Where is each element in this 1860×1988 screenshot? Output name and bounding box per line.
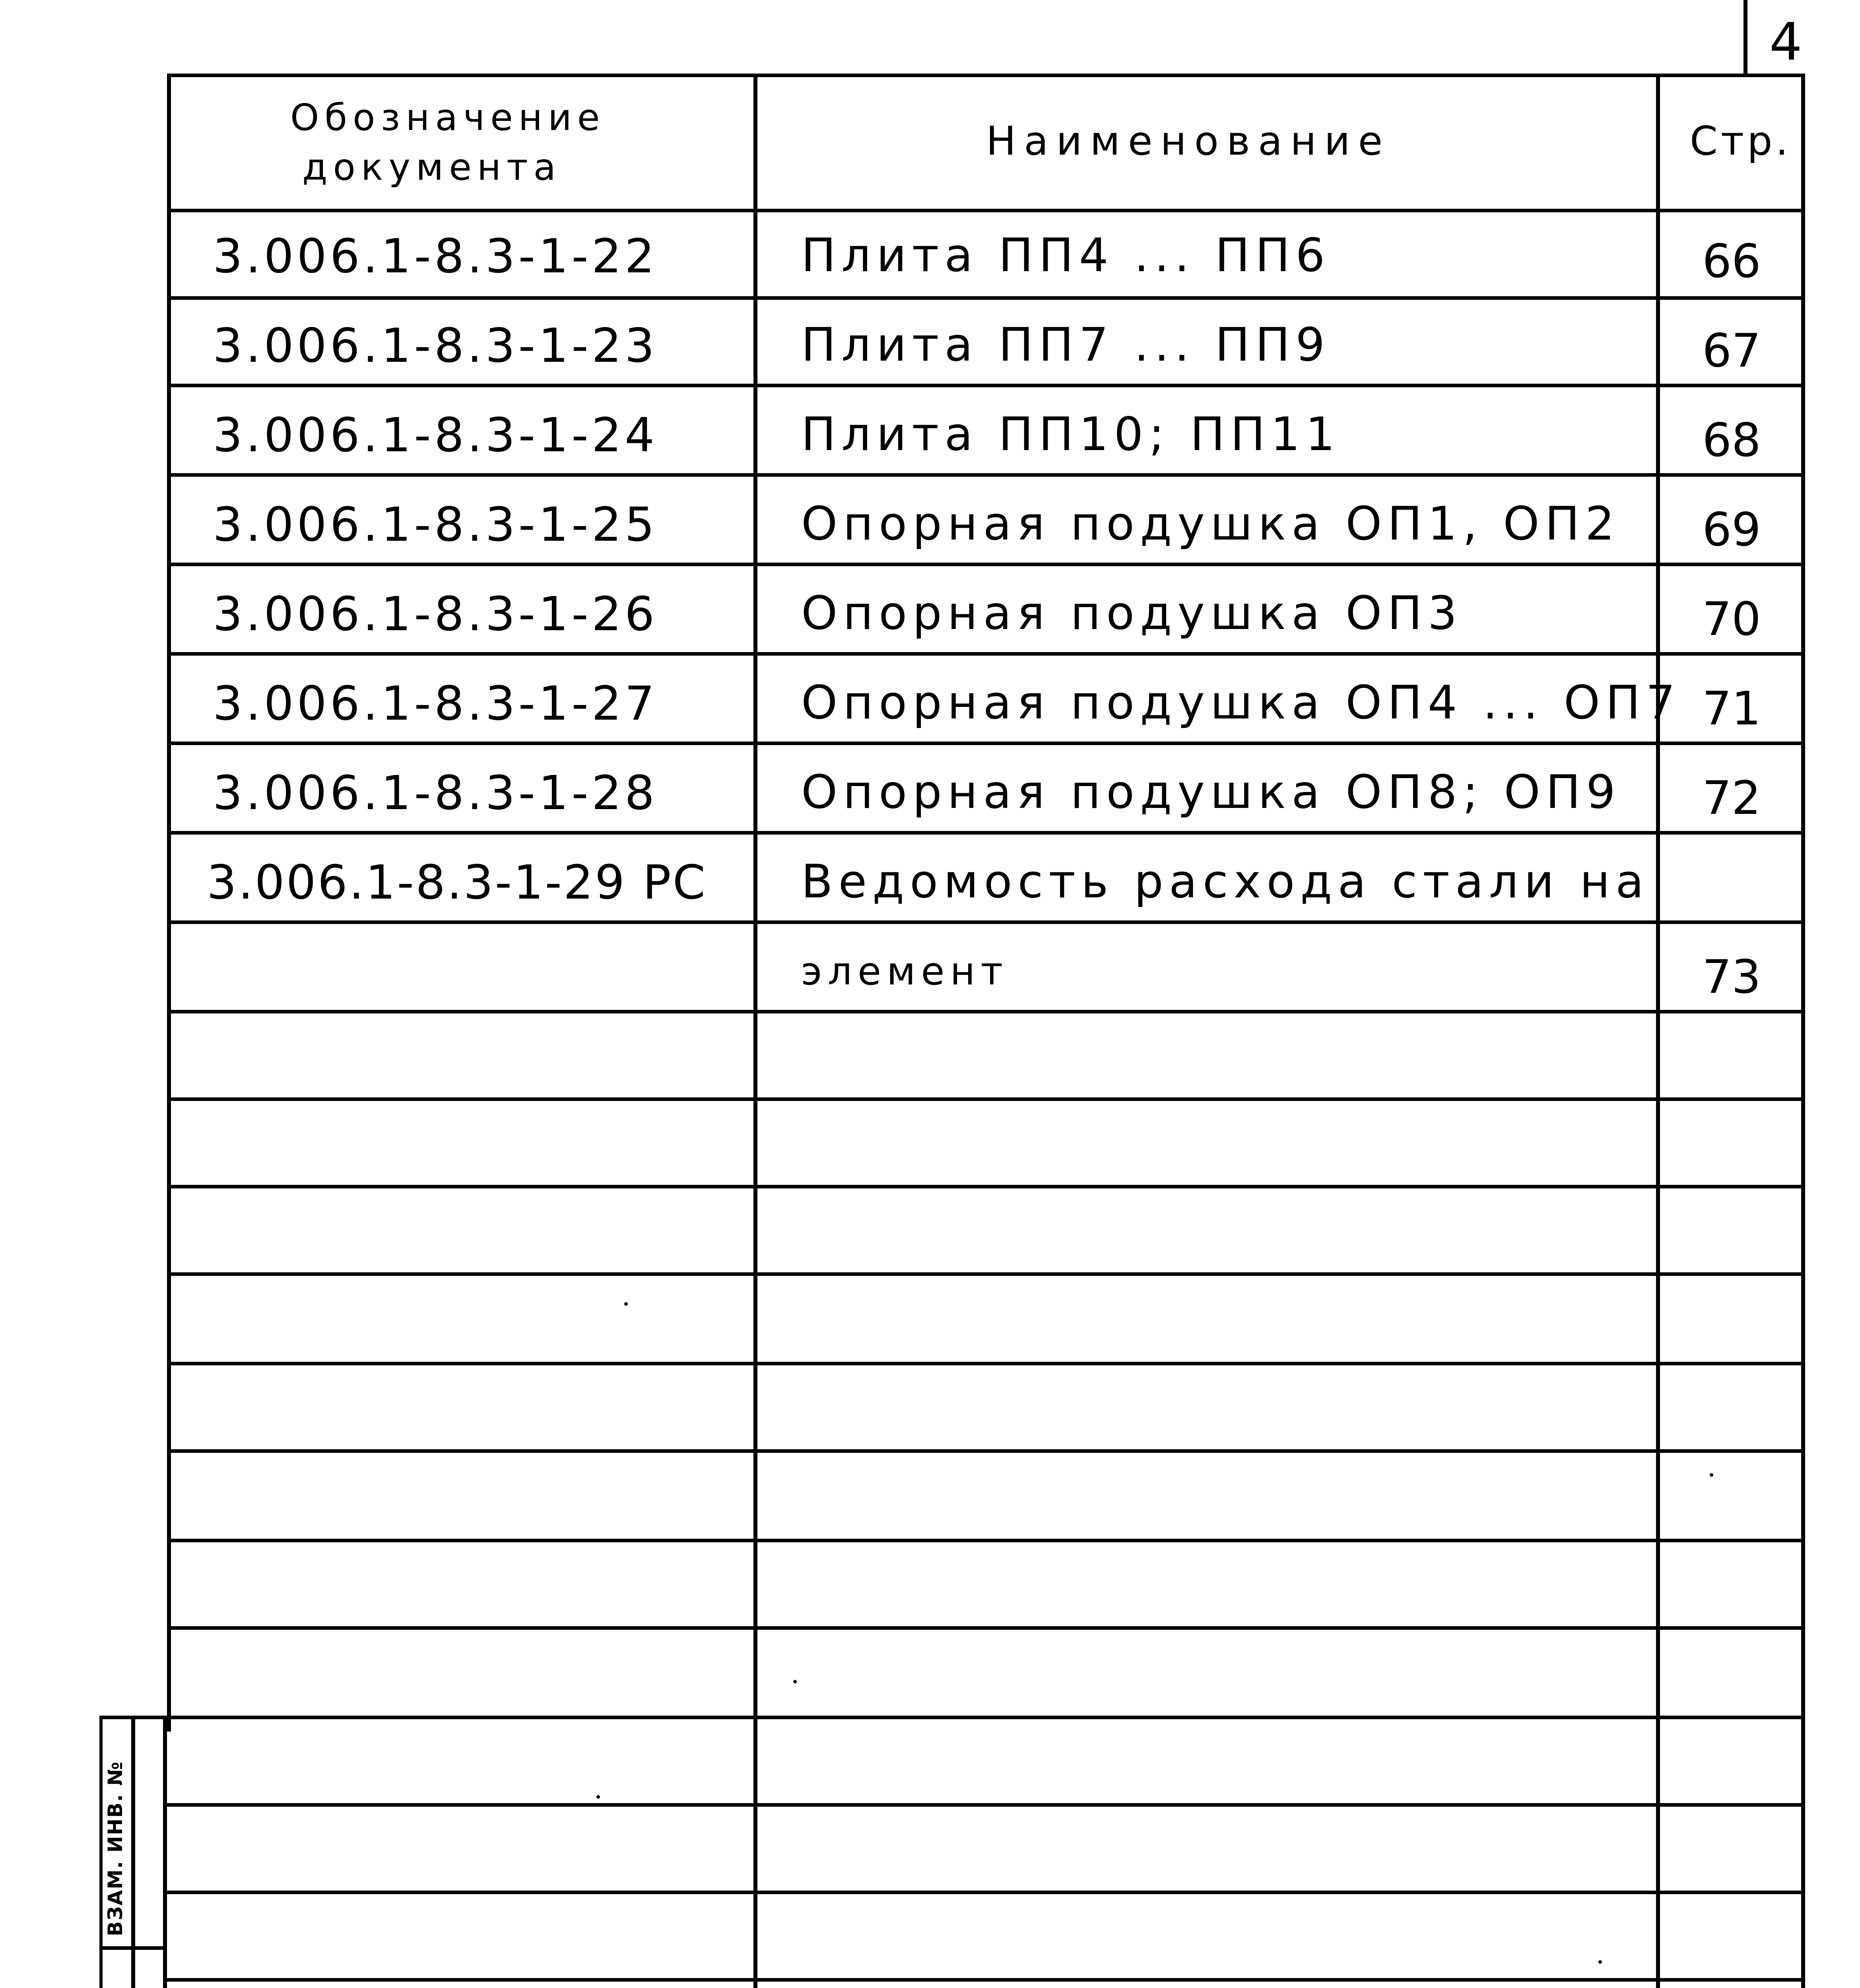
- row-code: 3.006.1-8.3-1-22: [213, 229, 658, 283]
- header-page: Стр.: [1690, 118, 1792, 164]
- header-designation-line2: документа: [302, 146, 562, 188]
- row-code: 3.006.1-8.3-1-24: [213, 408, 658, 462]
- row-page: 72: [1702, 771, 1761, 825]
- row-name: Плита ПП10; ПП11: [801, 408, 1341, 461]
- row-page: 71: [1702, 682, 1761, 736]
- row-page: 66: [1702, 235, 1761, 288]
- row-code: 3.006.1-8.3-1-28: [213, 765, 658, 820]
- row-name: Опорная подушка ОП3: [801, 586, 1463, 640]
- corner-sheet-number: 4: [1769, 12, 1802, 72]
- row-name: Плита ПП7 ... ПП9: [801, 318, 1331, 372]
- row-name: Опорная подушка ОП4 ... ОП7: [801, 676, 1681, 730]
- row-name: Опорная подушка ОП1, ОП2: [801, 497, 1620, 551]
- row-name: Ведомость расхода стали на: [801, 855, 1650, 909]
- row-code: 3.006.1-8.3-1-23: [213, 318, 658, 373]
- row-page: 69: [1702, 503, 1761, 557]
- row-name: элемент: [801, 949, 1009, 994]
- row-page: 67: [1702, 324, 1761, 378]
- row-page: 73: [1702, 950, 1761, 1004]
- row-page: 68: [1702, 414, 1761, 467]
- row-code: 3.006.1-8.3-1-26: [213, 586, 658, 641]
- row-name: Плита ПП4 ... ПП6: [801, 229, 1331, 282]
- row-code: 3.006.1-8.3-1-25: [213, 497, 658, 552]
- side-label-replace-inv: ВЗАМ. ИНВ. №: [104, 1761, 127, 1936]
- row-page: 70: [1702, 592, 1761, 646]
- row-name: Опорная подушка ОП8; ОП9: [801, 765, 1621, 819]
- row-code: 3.006.1-8.3-1-29 РС: [207, 855, 707, 910]
- header-designation-line1: Обозначение: [290, 96, 606, 139]
- header-name: Наименование: [986, 118, 1391, 164]
- row-code: 3.006.1-8.3-1-27: [213, 676, 658, 731]
